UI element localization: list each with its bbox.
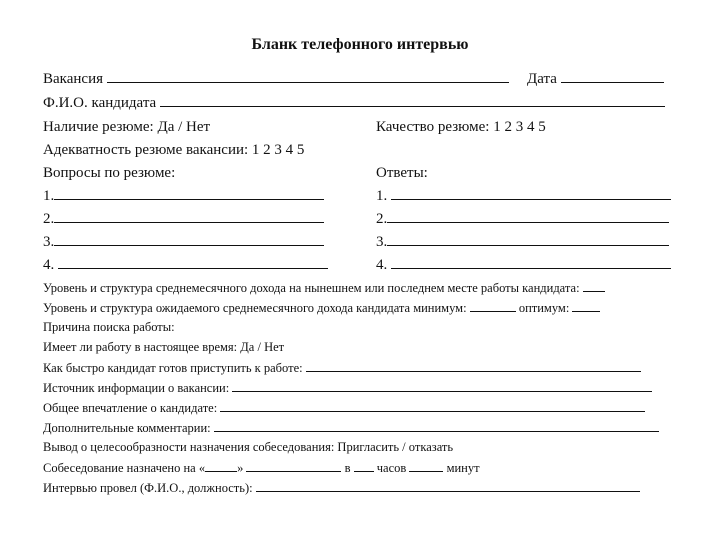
impression-field[interactable]	[220, 399, 645, 412]
start-speed-row	[43, 359, 641, 376]
vacancy-row	[43, 70, 509, 88]
comments-row	[43, 419, 659, 436]
comments-label: Дополнительные комментарии:	[43, 421, 211, 435]
current-income-row	[43, 279, 605, 296]
answer-row	[376, 233, 669, 251]
scheduled-quote-end: »	[237, 461, 244, 475]
impression-row	[43, 399, 645, 416]
conducted-by-field[interactable]	[256, 479, 640, 492]
answers-label: Ответы:	[376, 165, 428, 181]
scheduled-hours-field[interactable]	[354, 459, 374, 472]
answer-number: 1.	[376, 188, 388, 204]
question-number: 3.	[43, 234, 55, 250]
comments-field[interactable]	[214, 419, 659, 432]
answer-number: 4.	[376, 257, 388, 273]
current-income-label: Уровень и структура среднемесячного дохода на нынешнем или последнем месте работы кандидата:	[43, 281, 580, 295]
answer-field[interactable]	[391, 256, 671, 269]
start-speed-label: Как быстро кандидат готов приступить к работе:	[43, 361, 303, 375]
impression-label: Общее впечатление о кандидате:	[43, 401, 218, 415]
expected-income-label: Уровень и структура ожидаемого среднемесячного дохода кандидата минимум:	[43, 301, 467, 315]
candidate-field[interactable]	[160, 94, 665, 107]
answer-field[interactable]	[387, 233, 669, 246]
answer-row	[376, 210, 669, 228]
vacancy-field[interactable]	[107, 70, 509, 83]
conducted-by-label: Интервью провел (Ф.И.О., должность):	[43, 481, 253, 495]
question-number: 2.	[43, 211, 55, 227]
date-row	[527, 70, 664, 88]
question-row	[43, 187, 324, 205]
question-row	[43, 233, 324, 251]
page-title: Бланк телефонного интервью	[251, 36, 469, 53]
scheduled-prefix: Собеседование назначено на «	[43, 461, 206, 475]
candidate-label: Ф.И.О. кандидата	[43, 95, 157, 111]
scheduled-in: в	[344, 461, 351, 475]
info-source-field[interactable]	[232, 379, 652, 392]
question-row	[43, 256, 328, 274]
resume-presence: Наличие резюме: Да / Нет	[43, 119, 211, 135]
expected-optimum-field[interactable]	[572, 299, 600, 312]
expected-income-row	[43, 299, 600, 316]
scheduled-month-field[interactable]	[246, 459, 341, 472]
resume-adequacy: Адекватность резюме вакансии: 1 2 3 4 5	[43, 142, 305, 158]
question-field[interactable]	[58, 256, 328, 269]
answer-field[interactable]	[387, 210, 669, 223]
scheduled-minutes-field[interactable]	[409, 459, 443, 472]
current-income-field[interactable]	[583, 279, 605, 292]
has-job-label: Имеет ли работу в настоящее время: Да / Нет	[43, 340, 285, 354]
question-number: 4.	[43, 257, 55, 273]
scheduled-minutes-label: минут	[446, 461, 480, 475]
scheduled-day-field[interactable]	[205, 459, 237, 472]
start-speed-field[interactable]	[306, 359, 641, 372]
reason-label: Причина поиска работы:	[43, 320, 175, 334]
conducted-by-row	[43, 479, 640, 496]
question-row	[43, 210, 324, 228]
question-field[interactable]	[54, 210, 324, 223]
scheduled-row	[43, 459, 480, 476]
scheduled-hours-label: часов	[376, 461, 407, 475]
conclusion-label: Вывод о целесообразности назначения собеседования: Пригласить / отказать	[43, 440, 454, 454]
resume-quality: Качество резюме: 1 2 3 4 5	[376, 119, 546, 135]
question-field[interactable]	[54, 233, 324, 246]
answer-row	[376, 256, 671, 274]
date-field[interactable]	[561, 70, 664, 83]
info-source-row	[43, 379, 652, 396]
optimum-label: оптимум:	[518, 301, 570, 315]
answer-field[interactable]	[391, 187, 671, 200]
answer-number: 2.	[376, 211, 388, 227]
answer-row	[376, 187, 671, 205]
question-number: 1.	[43, 188, 55, 204]
candidate-row	[43, 94, 665, 112]
question-field[interactable]	[54, 187, 324, 200]
date-label: Дата	[527, 71, 557, 87]
expected-min-field[interactable]	[470, 299, 516, 312]
vacancy-label: Вакансия	[43, 71, 103, 87]
answer-number: 3.	[376, 234, 388, 250]
questions-label: Вопросы по резюме:	[43, 165, 176, 181]
info-source-label: Источник информации о вакансии:	[43, 381, 230, 395]
